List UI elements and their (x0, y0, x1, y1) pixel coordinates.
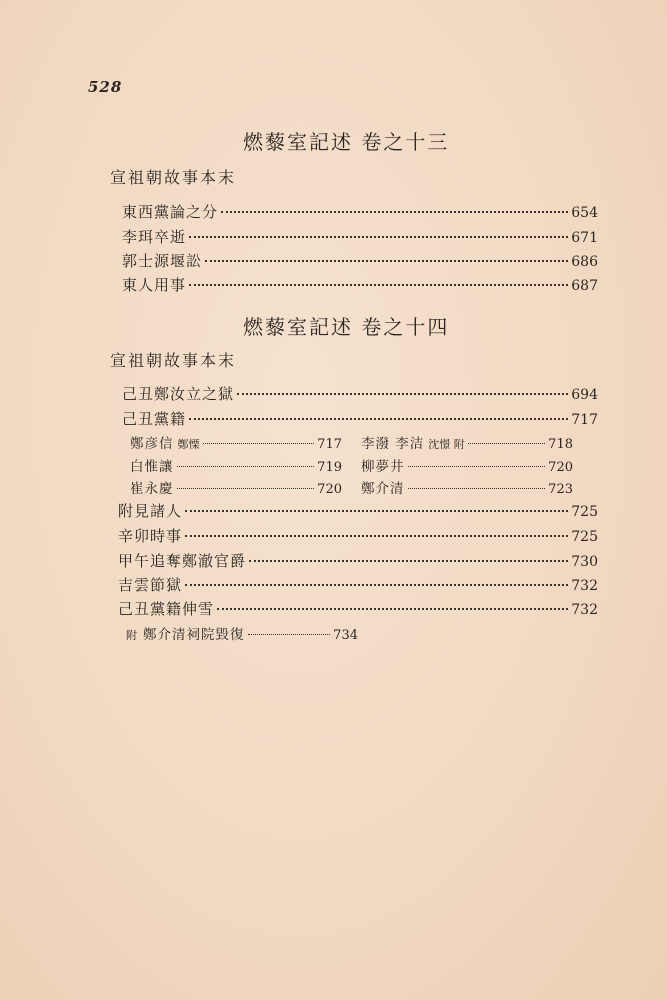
dot-leader (205, 260, 568, 262)
dot-leader (221, 211, 568, 213)
toc-entry (122, 201, 598, 223)
toc-subentry (130, 455, 342, 477)
toc-subentry-title: 崔永慶 (130, 481, 174, 497)
toc-subentry-page: 723 (548, 482, 573, 497)
toc-entry (118, 500, 598, 522)
toc-entry (122, 383, 598, 405)
dot-leader (468, 443, 545, 444)
toc-entry-page: 732 (571, 602, 598, 618)
dot-leader (189, 284, 568, 286)
dot-leader (177, 488, 315, 489)
toc-entry (118, 598, 598, 620)
toc-subentry-page: 720 (548, 460, 573, 475)
toc-entry (118, 550, 598, 572)
toc-entry-page: 654 (571, 205, 598, 221)
toc-entry-title: 辛卯時事 (118, 527, 183, 545)
toc-subentry (361, 455, 573, 477)
toc-subentry-note: 鄭慄 (177, 438, 200, 451)
toc-subentry-title: 李潑 李洁 (361, 436, 425, 452)
dot-leader (408, 488, 546, 489)
toc-entry-title: 附見諸人 (118, 502, 183, 520)
volume-14-section: 宣祖朝故事本末 (110, 351, 237, 370)
page-number: 528 (88, 78, 123, 96)
toc-entry-page: 725 (571, 529, 598, 545)
toc-entry-title: 李珥卒逝 (122, 228, 187, 246)
toc-subentry (130, 477, 342, 499)
toc-entry-page: 732 (571, 578, 598, 594)
toc-entry-title: 郭士源堰訟 (122, 252, 203, 270)
dot-leader (408, 466, 546, 467)
toc-entry-page: 687 (571, 278, 598, 294)
dot-leader (248, 634, 331, 635)
toc-subentry-title: 鄭介清 (361, 481, 405, 497)
toc-entry-page: 734 (333, 628, 358, 643)
appendix-prefix: 附 (126, 629, 137, 642)
toc-entry-page: 671 (571, 230, 598, 246)
toc-entry-page: 725 (571, 504, 598, 520)
toc-subentry-title: 柳夢井 (361, 459, 405, 475)
toc-entry-title: 鄭介清祠院毀復 (143, 627, 245, 643)
toc-entry (118, 574, 598, 596)
toc-entry-title: 吉雲節獄 (118, 576, 183, 594)
dot-leader (185, 510, 568, 512)
toc-subentry-page: 720 (317, 482, 342, 497)
toc-entry-title: 甲午追奪鄭澈官爵 (118, 552, 247, 570)
volume-13-title: 燃藜室記述 卷之十三 (243, 130, 450, 154)
toc-entry-title: 己丑黨籍 (122, 410, 187, 428)
toc-entry-title: 東西黨論之分 (122, 203, 219, 221)
volume-14-title: 燃藜室記述 卷之十四 (243, 315, 450, 339)
toc-subentry (361, 477, 573, 499)
toc-appendix-entry (126, 623, 358, 645)
toc-subentry-title: 鄭彦信 (130, 436, 174, 452)
toc-subentry (361, 432, 573, 454)
toc-entry (122, 274, 598, 296)
toc-subentry-note: 沈憬 附 (428, 438, 465, 451)
dot-leader (189, 418, 568, 420)
toc-entry-page: 730 (571, 554, 598, 570)
toc-subentry-page: 719 (317, 460, 342, 475)
dot-leader (189, 236, 568, 238)
toc-entry-page: 694 (571, 387, 598, 403)
dot-leader (203, 443, 315, 444)
toc-entry (122, 250, 598, 272)
dot-leader (237, 393, 568, 395)
dot-leader (185, 535, 568, 537)
volume-13-section: 宣祖朝故事本末 (110, 168, 237, 187)
toc-entry-title: 東人用事 (122, 276, 187, 294)
toc-subentry-page: 717 (317, 437, 342, 452)
dot-leader (249, 560, 568, 562)
toc-entry-page: 717 (571, 412, 598, 428)
dot-leader (217, 608, 568, 610)
toc-entry (122, 408, 598, 430)
toc-entry-title: 己丑黨籍伸雪 (118, 600, 215, 618)
toc-entry-page: 686 (571, 254, 598, 270)
toc-entry (118, 525, 598, 547)
toc-entry (122, 226, 598, 248)
toc-subentry-title: 白惟讓 (130, 459, 174, 475)
toc-entry-title: 己丑鄭汝立之獄 (122, 385, 235, 403)
dot-leader (177, 466, 315, 467)
dot-leader (185, 584, 568, 586)
toc-subentry (130, 432, 342, 454)
toc-subentry-page: 718 (548, 437, 573, 452)
